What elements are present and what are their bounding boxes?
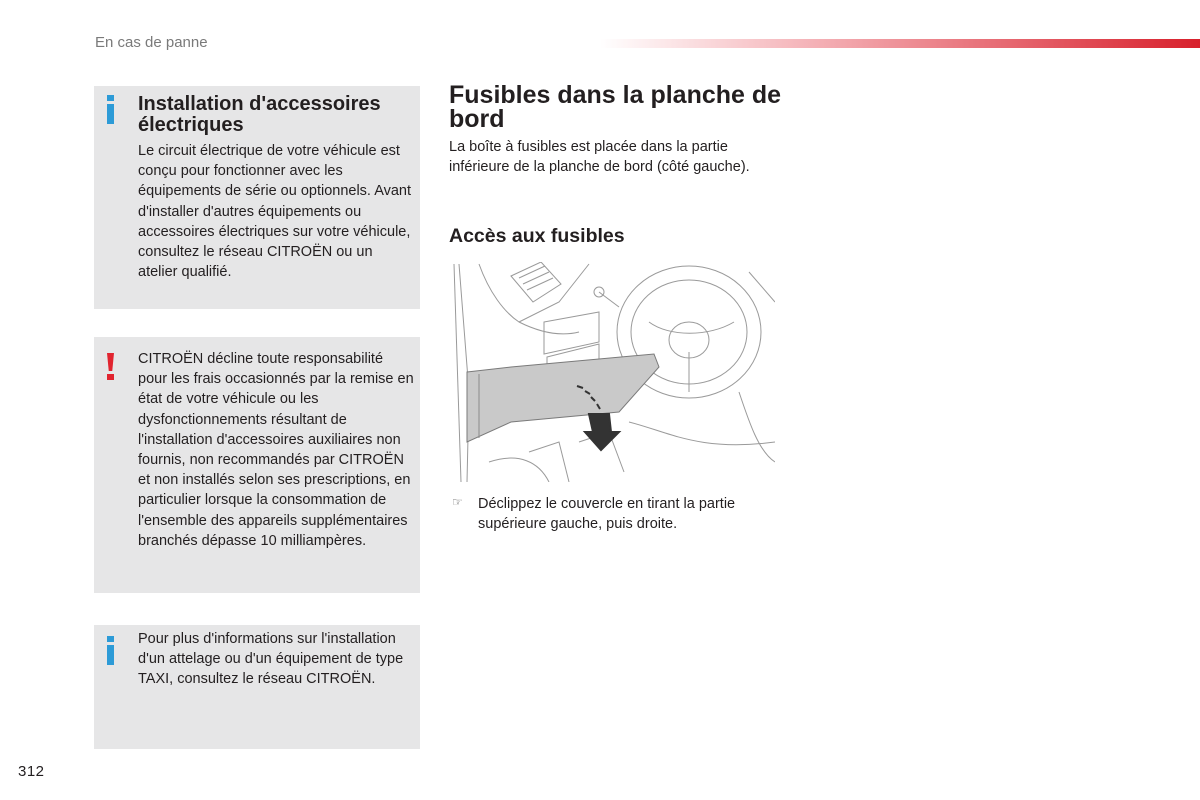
finger-pointer-icon: ☞ <box>452 495 463 509</box>
fuse-box-illustration <box>449 262 775 482</box>
box-text: Pour plus d'informations sur l'installation d'un attelage ou d'un équipement de type TAXI, consultez le réseau CITROËN. <box>138 631 404 688</box>
box-title: Installation d'accessoires électriques <box>138 93 381 136</box>
intro-text: La boîte à fusibles est placée dans la partie inférieure de la planche de bord (côté gauche). <box>449 139 750 176</box>
page-number: 312 <box>18 763 45 780</box>
warning-box <box>94 337 420 593</box>
warning-icon <box>107 353 114 381</box>
box-text: Le circuit électrique de votre véhicule est conçu pour fonctionner avec les équipements de série ou optionnels. Avant d'installer d'autres équipements ou accessoires électriques sur votre véhicule, consultez le réseau CITROËN ou un atelier qualifié. <box>138 143 412 281</box>
section-title: En cas de panne <box>95 34 208 51</box>
instruction-text: Déclippez le couvercle en tirant la partie supérieure gauche, puis droite. <box>478 496 736 533</box>
info-icon <box>107 95 114 125</box>
info-icon <box>107 636 114 666</box>
info-box-more <box>94 625 420 749</box>
section-subtitle: Accès aux fusibles <box>449 225 625 247</box>
info-box-accessories <box>94 86 420 309</box>
page-title: Fusibles dans la planche de bord <box>449 81 782 133</box>
box-text: CITROËN décline toute responsabilité pour les frais occasionnés par la remise en état de votre véhicule ou les dysfonctionnements résultant de l'installation d'accessoires auxiliaires non fournis, non recommandés par CITROËN et non installés selon ses prescriptions, en particulier lorsque la consommation de l'ensemble des appareils supplémentaires branchés dépasse 10 milliampères. <box>138 351 414 549</box>
header-accent-bar <box>600 39 1200 48</box>
